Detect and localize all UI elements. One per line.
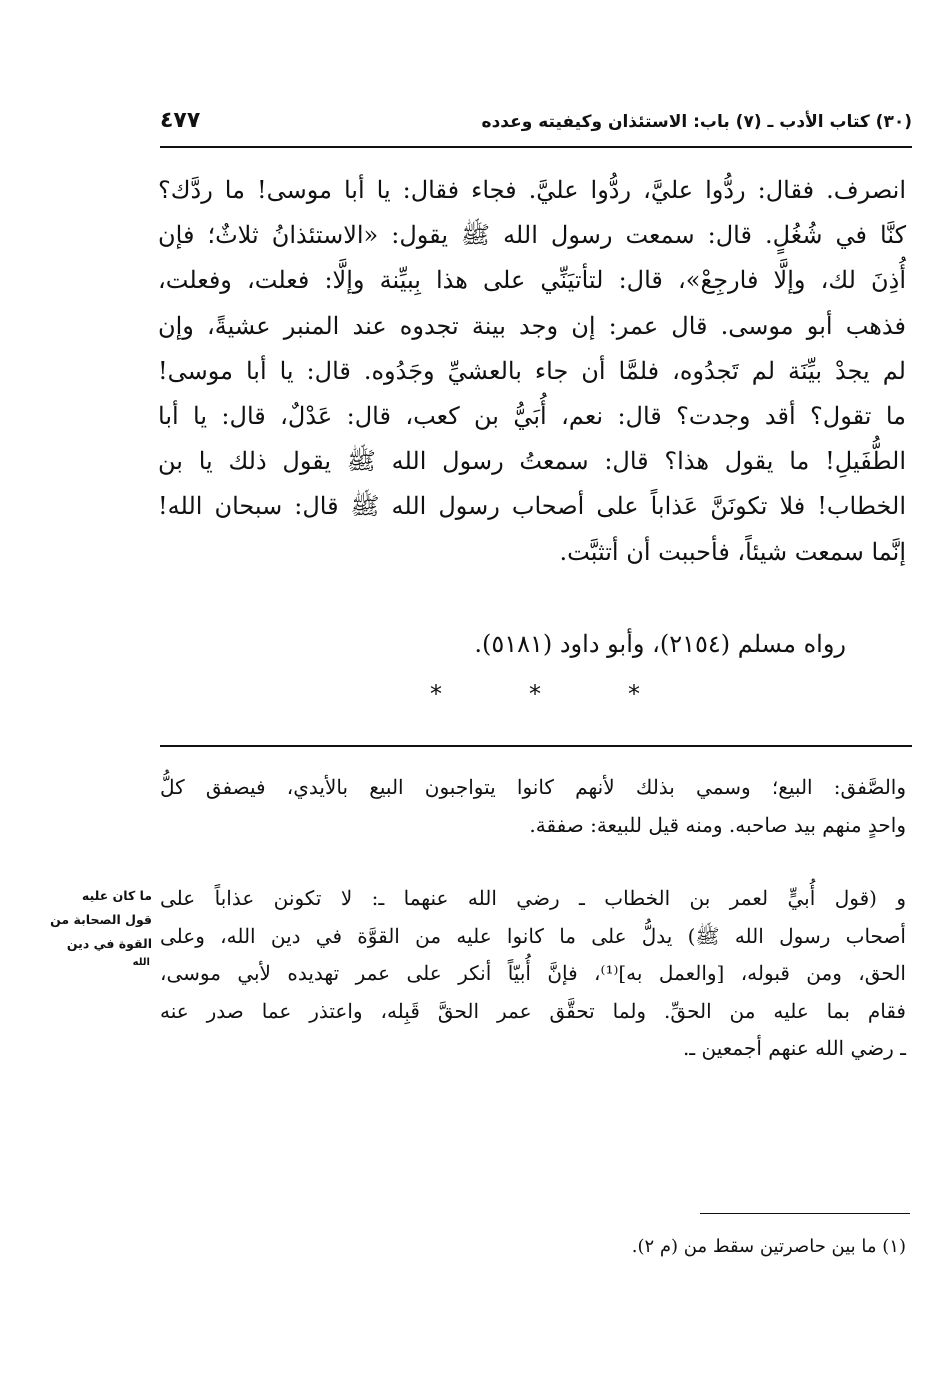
margin-note-line: ما كان عليه — [81, 888, 152, 903]
text-line: انصرف. فقال: ردُّوا عليَّ، ردُّوا عليَّ. فجاء فقال: يا أبا موسى! ما ردَّك؟ — [158, 176, 906, 204]
text-line: كنَّا في شُغُلٍ. قال: سمعت رسول الله ﷺ يقول: «الاستئذانُ ثلاثٌ؛ فإن — [158, 221, 906, 250]
hadith-text — [158, 168, 906, 575]
text-line: إنَّما سمعت شيئاً، فأحببت أن أتثبَّت. — [559, 537, 906, 566]
margin-note — [32, 884, 152, 970]
text-line: لم يجدْ بيِّنَة لم تَجدُوه، فلمَّا أن جاء بالعشيِّ وجَدُوه. قال: يا أبا موسى! — [158, 356, 906, 385]
text-line: الخطاب! فلا تكونَنَّ عَذاباً على أصحاب رسول الله ﷺ قال: سبحان الله! — [158, 492, 906, 521]
section-separator — [430, 680, 640, 710]
separator-asterisk: * — [628, 680, 640, 708]
running-header — [160, 108, 912, 142]
header-divider — [160, 146, 912, 148]
commentary-line: أصحاب رسول الله ﷺ) يدلُّ على ما كانوا عليه من القوَّة في دين الله، وعلى — [160, 923, 906, 948]
commentary-line: ـ رضي الله عنهم أجمعين ـ. — [682, 1036, 906, 1060]
margin-note-line: الله — [132, 957, 150, 968]
page-number: ٤٧٧ — [160, 108, 201, 133]
margin-note-line: قول الصحابة من — [50, 912, 152, 927]
commentary-paragraph — [160, 880, 906, 1068]
text-line: فذهب أبو موسى. قال عمر: إن وجد بينة تجدوه عند المنبر عشيةً، وإن — [158, 311, 906, 340]
chapter-title: (٣٠) كتاب الأدب ـ (٧) باب: الاستئذان وكيفيته وعدده — [481, 112, 912, 132]
commentary-line: والصَّفق: البيع؛ وسمي بذلك لأنهم كانوا يتواجبون البيع بالأيدي، فيصفق كلُّ — [160, 775, 906, 799]
commentary-paragraph — [160, 768, 906, 844]
text-line: أُذِنَ لك، وإلَّا فارجِعْ»، قال: لتأتيَنِّي على هذا بِبيِّنة وإلَّا: فعلت، وفعلت، — [158, 266, 906, 295]
hadith-citation: رواه مسلم (٢١٥٤)، وأبو داود (٥١٨١). — [474, 630, 846, 658]
text-line: الطُّفَيلِ! ما يقول هذا؟ قال: سمعتُ رسول الله ﷺ يقول ذلك يا بن — [158, 447, 906, 476]
commentary-divider — [160, 745, 912, 747]
separator-asterisk: * — [430, 680, 442, 708]
footnote: (١) ما بين حاصرتين سقط من (م ٢). — [631, 1236, 906, 1257]
commentary-line: و (قول أُبيٍّ لعمر بن الخطاب ـ رضي الله عنهما ـ: لا تكونن عذاباً على — [160, 886, 906, 910]
separator-asterisk: * — [529, 680, 541, 708]
commentary-line: فقام بما عليه من الحقِّ. ولما تحقَّق عمر الحقَّ قَبِله، واعتذر عما صدر عنه — [160, 998, 906, 1023]
commentary-line: واحدٍ منهم بيد صاحبه. ومنه قيل للبيعة: صفقة. — [529, 813, 906, 837]
footnote-divider — [700, 1213, 910, 1214]
commentary-line: الحق، ومن قبوله، [والعمل به]⁽¹⁾، فإنَّ أُبيّاً أنكر على عمر تهديده لأبي موسى، — [160, 961, 906, 985]
margin-note-line: القوة في دين — [66, 936, 152, 951]
text-line: ما تقول؟ أقد وجدت؟ قال: نعم، أُبَيُّ بن كعب، قال: عَدْلٌ، قال: يا أبا — [158, 401, 906, 430]
